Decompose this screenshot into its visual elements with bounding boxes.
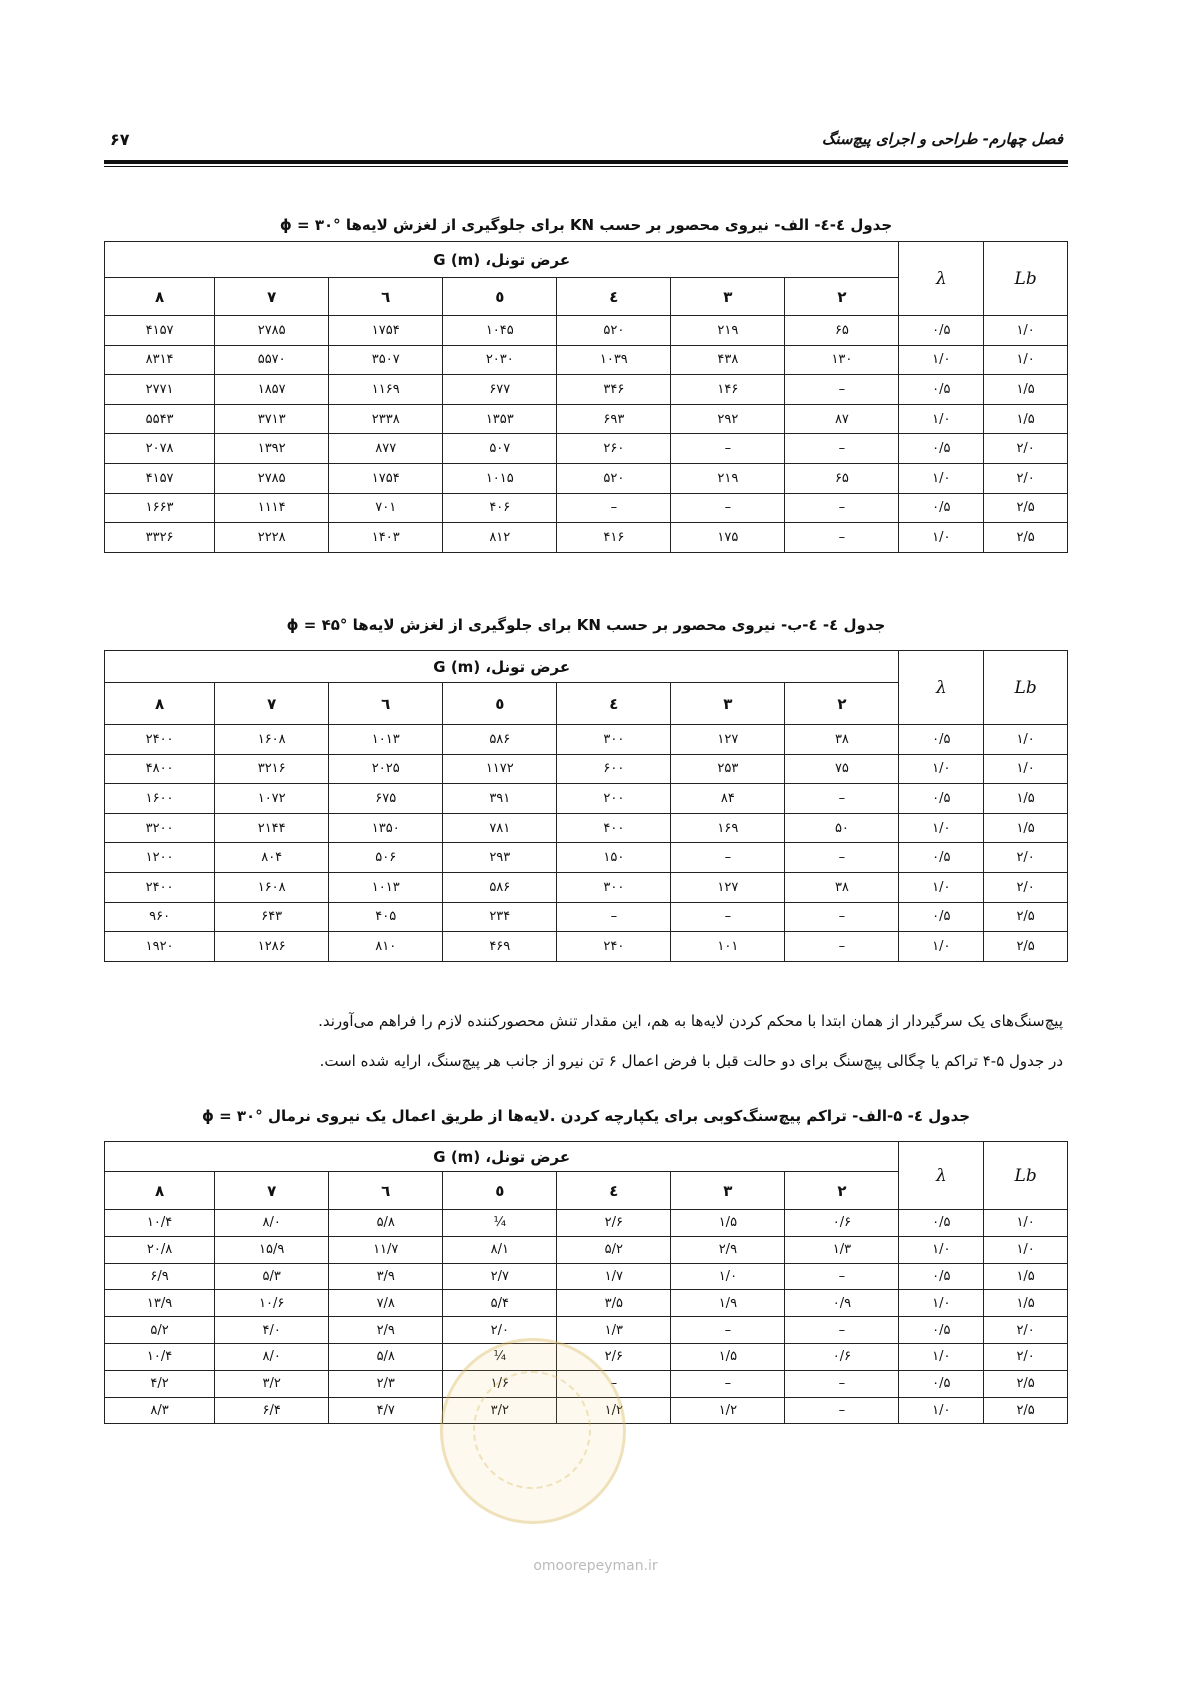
width-header: عرض تونل، G (m) bbox=[105, 242, 899, 278]
value-cell: ۱۷۵۴ bbox=[329, 316, 443, 346]
value-cell: ۶۵ bbox=[785, 316, 899, 346]
value-cell: ۴/۲ bbox=[105, 1370, 215, 1397]
value-cell: ۸۷۷ bbox=[329, 434, 443, 464]
value-cell: ۵/۸ bbox=[329, 1210, 443, 1237]
value-cell: – bbox=[785, 1263, 899, 1290]
width-col-header: ۳ bbox=[671, 1172, 785, 1210]
value-cell: ۱۰۱۳ bbox=[329, 872, 443, 902]
value-cell: ۱۲۷ bbox=[671, 725, 785, 755]
lambda-cell: ۰/۵ bbox=[899, 902, 984, 932]
header-rule-thin bbox=[104, 166, 1068, 167]
width-col-header: ۷ bbox=[215, 278, 329, 316]
data-table bbox=[104, 1141, 1068, 1424]
lambda-cell: ۰/۵ bbox=[899, 784, 984, 814]
lb-cell: ۱/۵ bbox=[984, 404, 1068, 434]
value-cell: ۲۰۰ bbox=[557, 784, 671, 814]
value-cell: – bbox=[671, 902, 785, 932]
table-row bbox=[105, 1343, 1068, 1370]
value-cell: ۸۷ bbox=[785, 404, 899, 434]
lb-header: Lb bbox=[984, 651, 1068, 725]
table-row bbox=[105, 1236, 1068, 1263]
value-cell: ۱۳/۹ bbox=[105, 1290, 215, 1317]
value-cell: ۶۹۳ bbox=[557, 404, 671, 434]
value-cell: ۷/۸ bbox=[329, 1290, 443, 1317]
value-cell: ۲۱۴۴ bbox=[215, 813, 329, 843]
lb-cell: ۲/۰ bbox=[984, 463, 1068, 493]
table-caption: جدول ٤- ٤-ب- نیروی محصور بر حسب KN برای جلوگیری از لغزش لایه‌ها ϕ = ۴۵° bbox=[286, 616, 886, 634]
lb-cell: ۲/۰ bbox=[984, 1317, 1068, 1344]
value-cell: ۱۴۰۳ bbox=[329, 523, 443, 553]
value-cell: ۱۰۱۵ bbox=[443, 463, 557, 493]
table-row bbox=[105, 725, 1068, 755]
value-cell: ۲/۷ bbox=[443, 1263, 557, 1290]
lambda-cell: ۰/۵ bbox=[899, 493, 984, 523]
value-cell: ۵/۴ bbox=[443, 1290, 557, 1317]
value-cell: ¼ bbox=[443, 1210, 557, 1237]
width-col-header: ۷ bbox=[215, 1172, 329, 1210]
lambda-cell: ۱/۰ bbox=[899, 523, 984, 553]
value-cell: – bbox=[557, 902, 671, 932]
value-cell: ۲۴۰۰ bbox=[105, 872, 215, 902]
lb-cell: ۱/۵ bbox=[984, 375, 1068, 405]
width-col-header: ٥ bbox=[443, 278, 557, 316]
value-cell: ۸/۰ bbox=[215, 1210, 329, 1237]
value-cell: – bbox=[785, 1370, 899, 1397]
lambda-cell: ۱/۰ bbox=[899, 1236, 984, 1263]
value-cell: – bbox=[557, 1370, 671, 1397]
value-cell: ۱۷۵ bbox=[671, 523, 785, 553]
lb-cell: ۲/۰ bbox=[984, 872, 1068, 902]
chapter-title: فصل چهارم- طراحی و اجرای پیچ‌سنگ bbox=[821, 130, 1063, 148]
lambda-cell: ۰/۵ bbox=[899, 1317, 984, 1344]
table-row bbox=[105, 1263, 1068, 1290]
value-cell: – bbox=[785, 1397, 899, 1424]
value-cell: ¼ bbox=[443, 1343, 557, 1370]
value-cell: ۱۱۱۴ bbox=[215, 493, 329, 523]
table-caption: جدول ٤- ۵-الف- تراکم پیچ‌سنگ‌کوبی برای یکپارچه کردن .لایه‌ها از طریق اعمال یک نیروی نرمال ϕ = ۳۰° bbox=[201, 1107, 971, 1125]
value-cell: ۲/۹ bbox=[329, 1317, 443, 1344]
lb-cell: ۱/۰ bbox=[984, 345, 1068, 375]
value-cell: ۱۰۷۲ bbox=[215, 784, 329, 814]
value-cell: ۲۹۳ bbox=[443, 843, 557, 873]
value-cell: ۶۰۰ bbox=[557, 754, 671, 784]
width-col-header: ٦ bbox=[329, 1172, 443, 1210]
value-cell: ۲۷۸۵ bbox=[215, 463, 329, 493]
value-cell: ۶۵ bbox=[785, 463, 899, 493]
value-cell: ۱۶۶۳ bbox=[105, 493, 215, 523]
value-cell: ۲۰۲۵ bbox=[329, 754, 443, 784]
value-cell: – bbox=[785, 1317, 899, 1344]
lambda-cell: ۰/۵ bbox=[899, 375, 984, 405]
table-row bbox=[105, 434, 1068, 464]
table-row bbox=[105, 1370, 1068, 1397]
value-cell: ۷۵ bbox=[785, 754, 899, 784]
value-cell: ۴/۷ bbox=[329, 1397, 443, 1424]
value-cell: ۲/۳ bbox=[329, 1370, 443, 1397]
lb-cell: ۲/۵ bbox=[984, 523, 1068, 553]
value-cell: ۲۰/۸ bbox=[105, 1236, 215, 1263]
value-cell: ۸/۳ bbox=[105, 1397, 215, 1424]
value-cell: ۸۱۰ bbox=[329, 932, 443, 962]
value-cell: ۳۹۱ bbox=[443, 784, 557, 814]
value-cell: ۱/۰ bbox=[671, 1263, 785, 1290]
value-cell: – bbox=[785, 523, 899, 553]
value-cell: ۲۷۸۵ bbox=[215, 316, 329, 346]
value-cell: ۲/۰ bbox=[443, 1317, 557, 1344]
value-cell: – bbox=[785, 784, 899, 814]
value-cell: ۱۵۰ bbox=[557, 843, 671, 873]
value-cell: ۲۵۳ bbox=[671, 754, 785, 784]
value-cell: ۶/۹ bbox=[105, 1263, 215, 1290]
lambda-cell: ۱/۰ bbox=[899, 404, 984, 434]
value-cell: ۱/۶ bbox=[443, 1370, 557, 1397]
lambda-cell: ۰/۵ bbox=[899, 434, 984, 464]
value-cell: ۲۶۰ bbox=[557, 434, 671, 464]
width-col-header: ٤ bbox=[557, 1172, 671, 1210]
lambda-cell: ۱/۰ bbox=[899, 1343, 984, 1370]
value-cell: ۴۰۵ bbox=[329, 902, 443, 932]
lb-cell: ۲/۵ bbox=[984, 493, 1068, 523]
value-cell: ۱۰۳۹ bbox=[557, 345, 671, 375]
value-cell: ۱/۲ bbox=[671, 1397, 785, 1424]
value-cell: – bbox=[671, 843, 785, 873]
value-cell: ۱۷۵۴ bbox=[329, 463, 443, 493]
value-cell: ۲۳۳۸ bbox=[329, 404, 443, 434]
value-cell: ۱۰۱ bbox=[671, 932, 785, 962]
value-cell: ۸۰۴ bbox=[215, 843, 329, 873]
value-cell: ۶۷۷ bbox=[443, 375, 557, 405]
value-cell: ۱۸۵۷ bbox=[215, 375, 329, 405]
width-col-header: ۲ bbox=[785, 683, 899, 725]
lb-cell: ۱/۰ bbox=[984, 754, 1068, 784]
value-cell: ۴۰۶ bbox=[443, 493, 557, 523]
value-cell: ۴۱۵۷ bbox=[105, 316, 215, 346]
width-col-header: ٥ bbox=[443, 1172, 557, 1210]
width-col-header: ۸ bbox=[105, 683, 215, 725]
value-cell: ۳۴۶ bbox=[557, 375, 671, 405]
value-cell: ۰/۹ bbox=[785, 1290, 899, 1317]
table-row bbox=[105, 902, 1068, 932]
value-cell: ۱۰/۴ bbox=[105, 1210, 215, 1237]
value-cell: ۳/۵ bbox=[557, 1290, 671, 1317]
value-cell: ۱۶۰۸ bbox=[215, 725, 329, 755]
lb-cell: ۲/۰ bbox=[984, 434, 1068, 464]
value-cell: ۴۳۸ bbox=[671, 345, 785, 375]
watermark-url: omoorepeyman.ir bbox=[533, 1558, 658, 1574]
table-row bbox=[105, 754, 1068, 784]
value-cell: ۱/۹ bbox=[671, 1290, 785, 1317]
lb-cell: ۱/۰ bbox=[984, 725, 1068, 755]
value-cell: ۵/۲ bbox=[557, 1236, 671, 1263]
value-cell: ۵۲۰ bbox=[557, 316, 671, 346]
value-cell: ۳۷۱۳ bbox=[215, 404, 329, 434]
value-cell: ۱/۳ bbox=[557, 1317, 671, 1344]
value-cell: ۵۰۶ bbox=[329, 843, 443, 873]
lb-cell: ۱/۵ bbox=[984, 784, 1068, 814]
table-caption: جدول ٤-٤- الف- نیروی محصور بر حسب KN برای جلوگیری از لغزش لایه‌ها ϕ = ۳۰° bbox=[279, 216, 893, 234]
lb-header: Lb bbox=[984, 242, 1068, 316]
value-cell: ۸/۰ bbox=[215, 1343, 329, 1370]
table-row bbox=[105, 932, 1068, 962]
width-col-header: ۲ bbox=[785, 1172, 899, 1210]
value-cell: ۲۷۷۱ bbox=[105, 375, 215, 405]
value-cell: ۲/۶ bbox=[557, 1210, 671, 1237]
width-col-header: ۲ bbox=[785, 278, 899, 316]
value-cell: ۱۰/۶ bbox=[215, 1290, 329, 1317]
table-row bbox=[105, 784, 1068, 814]
width-col-header: ٤ bbox=[557, 278, 671, 316]
lb-cell: ۱/۵ bbox=[984, 1263, 1068, 1290]
lb-cell: ۱/۵ bbox=[984, 1290, 1068, 1317]
lb-cell: ۲/۰ bbox=[984, 843, 1068, 873]
value-cell: ۴۱۶ bbox=[557, 523, 671, 553]
lambda-cell: ۱/۰ bbox=[899, 345, 984, 375]
lambda-cell: ۰/۵ bbox=[899, 725, 984, 755]
value-cell: ۱۰۱۳ bbox=[329, 725, 443, 755]
value-cell: ۰/۶ bbox=[785, 1343, 899, 1370]
table-row bbox=[105, 523, 1068, 553]
lambda-cell: ۱/۰ bbox=[899, 1290, 984, 1317]
value-cell: ۱۶۰۰ bbox=[105, 784, 215, 814]
value-cell: ۱۶۹ bbox=[671, 813, 785, 843]
width-header: عرض تونل، G (m) bbox=[105, 1142, 899, 1172]
width-col-header: ۳ bbox=[671, 278, 785, 316]
value-cell: ۵۵۴۳ bbox=[105, 404, 215, 434]
page-number: ۶۷ bbox=[110, 130, 130, 149]
value-cell: ۶۷۵ bbox=[329, 784, 443, 814]
lb-header: Lb bbox=[984, 1142, 1068, 1210]
table-row bbox=[105, 1290, 1068, 1317]
lambda-cell: ۱/۰ bbox=[899, 872, 984, 902]
table-row bbox=[105, 345, 1068, 375]
width-col-header: ٦ bbox=[329, 683, 443, 725]
value-cell: ۲۰۳۰ bbox=[443, 345, 557, 375]
header-rule-thick bbox=[104, 160, 1068, 164]
value-cell: ۱۰/۴ bbox=[105, 1343, 215, 1370]
value-cell: ۵۸۶ bbox=[443, 872, 557, 902]
value-cell: – bbox=[671, 434, 785, 464]
lambda-cell: ۰/۵ bbox=[899, 316, 984, 346]
table-row bbox=[105, 375, 1068, 405]
value-cell: ۳/۹ bbox=[329, 1263, 443, 1290]
paragraph: در جدول ۵-۴ تراکم یا چگالی پیچ‌سنگ برای دو حالت قبل با فرض اعمال ۶ تن نیرو از جانب هر پیچ‌سنگ، ارایه شده است. bbox=[319, 1052, 1063, 1070]
value-cell: ۱۵/۹ bbox=[215, 1236, 329, 1263]
lb-cell: ۱/۰ bbox=[984, 1210, 1068, 1237]
value-cell: ۸۱۲ bbox=[443, 523, 557, 553]
lambda-cell: ۰/۵ bbox=[899, 843, 984, 873]
value-cell: ۱/۲ bbox=[557, 1397, 671, 1424]
value-cell: ۲/۹ bbox=[671, 1236, 785, 1263]
value-cell: ۵۰ bbox=[785, 813, 899, 843]
value-cell: ۵۸۶ bbox=[443, 725, 557, 755]
lambda-cell: ۱/۰ bbox=[899, 754, 984, 784]
value-cell: ۵۲۰ bbox=[557, 463, 671, 493]
value-cell: ۵/۸ bbox=[329, 1343, 443, 1370]
width-col-header: ٦ bbox=[329, 278, 443, 316]
value-cell: – bbox=[785, 493, 899, 523]
value-cell: ۳۵۰۷ bbox=[329, 345, 443, 375]
table-row bbox=[105, 843, 1068, 873]
value-cell: ۱۳۵۰ bbox=[329, 813, 443, 843]
value-cell: ۱۲۸۶ bbox=[215, 932, 329, 962]
value-cell: ۱/۵ bbox=[671, 1210, 785, 1237]
table-row bbox=[105, 404, 1068, 434]
value-cell: ۵۰۷ bbox=[443, 434, 557, 464]
width-col-header: ٤ bbox=[557, 683, 671, 725]
value-cell: – bbox=[671, 1370, 785, 1397]
value-cell: – bbox=[785, 902, 899, 932]
value-cell: – bbox=[785, 375, 899, 405]
lb-cell: ۲/۵ bbox=[984, 932, 1068, 962]
value-cell: ۰/۶ bbox=[785, 1210, 899, 1237]
value-cell: ۱۰۴۵ bbox=[443, 316, 557, 346]
value-cell: ۱۹۲۰ bbox=[105, 932, 215, 962]
value-cell: ۲۱۹ bbox=[671, 463, 785, 493]
value-cell: ۴۸۰۰ bbox=[105, 754, 215, 784]
value-cell: – bbox=[557, 493, 671, 523]
value-cell: ۲۱۹ bbox=[671, 316, 785, 346]
value-cell: – bbox=[671, 1317, 785, 1344]
value-cell: ۱۲۰۰ bbox=[105, 843, 215, 873]
lb-cell: ۱/۰ bbox=[984, 1236, 1068, 1263]
width-col-header: ۷ bbox=[215, 683, 329, 725]
value-cell: ۲۹۲ bbox=[671, 404, 785, 434]
value-cell: – bbox=[671, 493, 785, 523]
value-cell: ۱/۵ bbox=[671, 1343, 785, 1370]
lambda-cell: ۱/۰ bbox=[899, 932, 984, 962]
table-row bbox=[105, 1210, 1068, 1237]
value-cell: ۱۳۰ bbox=[785, 345, 899, 375]
lambda-cell: ۰/۵ bbox=[899, 1263, 984, 1290]
value-cell: – bbox=[785, 434, 899, 464]
value-cell: ۳۸ bbox=[785, 725, 899, 755]
value-cell: ۵/۳ bbox=[215, 1263, 329, 1290]
lambda-cell: ۰/۵ bbox=[899, 1370, 984, 1397]
value-cell: ۴۱۵۷ bbox=[105, 463, 215, 493]
width-col-header: ٥ bbox=[443, 683, 557, 725]
table-row bbox=[105, 1317, 1068, 1344]
lambda-header: λ bbox=[899, 1142, 984, 1210]
lambda-header: λ bbox=[899, 242, 984, 316]
value-cell: ۹۶۰ bbox=[105, 902, 215, 932]
value-cell: ۸/۱ bbox=[443, 1236, 557, 1263]
value-cell: ۲۴۰ bbox=[557, 932, 671, 962]
value-cell: ۲۴۰۰ bbox=[105, 725, 215, 755]
value-cell: ۷۰۱ bbox=[329, 493, 443, 523]
value-cell: ۲۰۷۸ bbox=[105, 434, 215, 464]
lb-cell: ۲/۵ bbox=[984, 1370, 1068, 1397]
value-cell: ۳/۲ bbox=[215, 1370, 329, 1397]
lambda-cell: ۱/۰ bbox=[899, 813, 984, 843]
lambda-cell: ۰/۵ bbox=[899, 1210, 984, 1237]
value-cell: ۷۸۱ bbox=[443, 813, 557, 843]
paragraph: پیچ‌سنگ‌های یک سرگیردار از همان ابتدا با محکم کردن لایه‌ها به هم، این مقدار تنش محصورکننده لازم را فراهم می‌آورند. bbox=[318, 1012, 1063, 1030]
value-cell: ۳۳۲۶ bbox=[105, 523, 215, 553]
width-col-header: ۳ bbox=[671, 683, 785, 725]
value-cell: ۱۱۷۲ bbox=[443, 754, 557, 784]
lb-cell: ۲/۵ bbox=[984, 902, 1068, 932]
value-cell: – bbox=[785, 932, 899, 962]
table-row bbox=[105, 872, 1068, 902]
table-row bbox=[105, 316, 1068, 346]
value-cell: ۲۲۲۸ bbox=[215, 523, 329, 553]
value-cell: ۴/۰ bbox=[215, 1317, 329, 1344]
value-cell: – bbox=[785, 843, 899, 873]
data-table bbox=[104, 650, 1068, 962]
value-cell: ۲/۶ bbox=[557, 1343, 671, 1370]
value-cell: ۳۲۰۰ bbox=[105, 813, 215, 843]
width-col-header: ۸ bbox=[105, 278, 215, 316]
value-cell: ۱۱۶۹ bbox=[329, 375, 443, 405]
value-cell: ۱۱/۷ bbox=[329, 1236, 443, 1263]
value-cell: ۳۰۰ bbox=[557, 872, 671, 902]
lambda-cell: ۱/۰ bbox=[899, 1397, 984, 1424]
width-col-header: ۸ bbox=[105, 1172, 215, 1210]
value-cell: ۶/۴ bbox=[215, 1397, 329, 1424]
value-cell: ۵/۲ bbox=[105, 1317, 215, 1344]
value-cell: ۸۳۱۴ bbox=[105, 345, 215, 375]
value-cell: ۶۴۳ bbox=[215, 902, 329, 932]
value-cell: ۱/۳ bbox=[785, 1236, 899, 1263]
value-cell: ۴۶۹ bbox=[443, 932, 557, 962]
value-cell: ۳۰۰ bbox=[557, 725, 671, 755]
lb-cell: ۲/۰ bbox=[984, 1343, 1068, 1370]
value-cell: ۳/۲ bbox=[443, 1397, 557, 1424]
data-table bbox=[104, 241, 1068, 553]
value-cell: ۱۲۷ bbox=[671, 872, 785, 902]
lambda-header: λ bbox=[899, 651, 984, 725]
value-cell: ۱۴۶ bbox=[671, 375, 785, 405]
value-cell: ۱۳۹۲ bbox=[215, 434, 329, 464]
value-cell: ۳۲۱۶ bbox=[215, 754, 329, 784]
value-cell: ۲۳۴ bbox=[443, 902, 557, 932]
table-row bbox=[105, 813, 1068, 843]
value-cell: ۱۶۰۸ bbox=[215, 872, 329, 902]
lb-cell: ۱/۵ bbox=[984, 813, 1068, 843]
lb-cell: ۲/۵ bbox=[984, 1397, 1068, 1424]
value-cell: ۳۸ bbox=[785, 872, 899, 902]
lambda-cell: ۱/۰ bbox=[899, 463, 984, 493]
table-row bbox=[105, 1397, 1068, 1424]
value-cell: ۴۰۰ bbox=[557, 813, 671, 843]
value-cell: ۵۵۷۰ bbox=[215, 345, 329, 375]
table-row bbox=[105, 463, 1068, 493]
width-header: عرض تونل، G (m) bbox=[105, 651, 899, 683]
value-cell: ۱۳۵۳ bbox=[443, 404, 557, 434]
value-cell: ۱/۷ bbox=[557, 1263, 671, 1290]
lb-cell: ۱/۰ bbox=[984, 316, 1068, 346]
value-cell: ۸۴ bbox=[671, 784, 785, 814]
table-row bbox=[105, 493, 1068, 523]
